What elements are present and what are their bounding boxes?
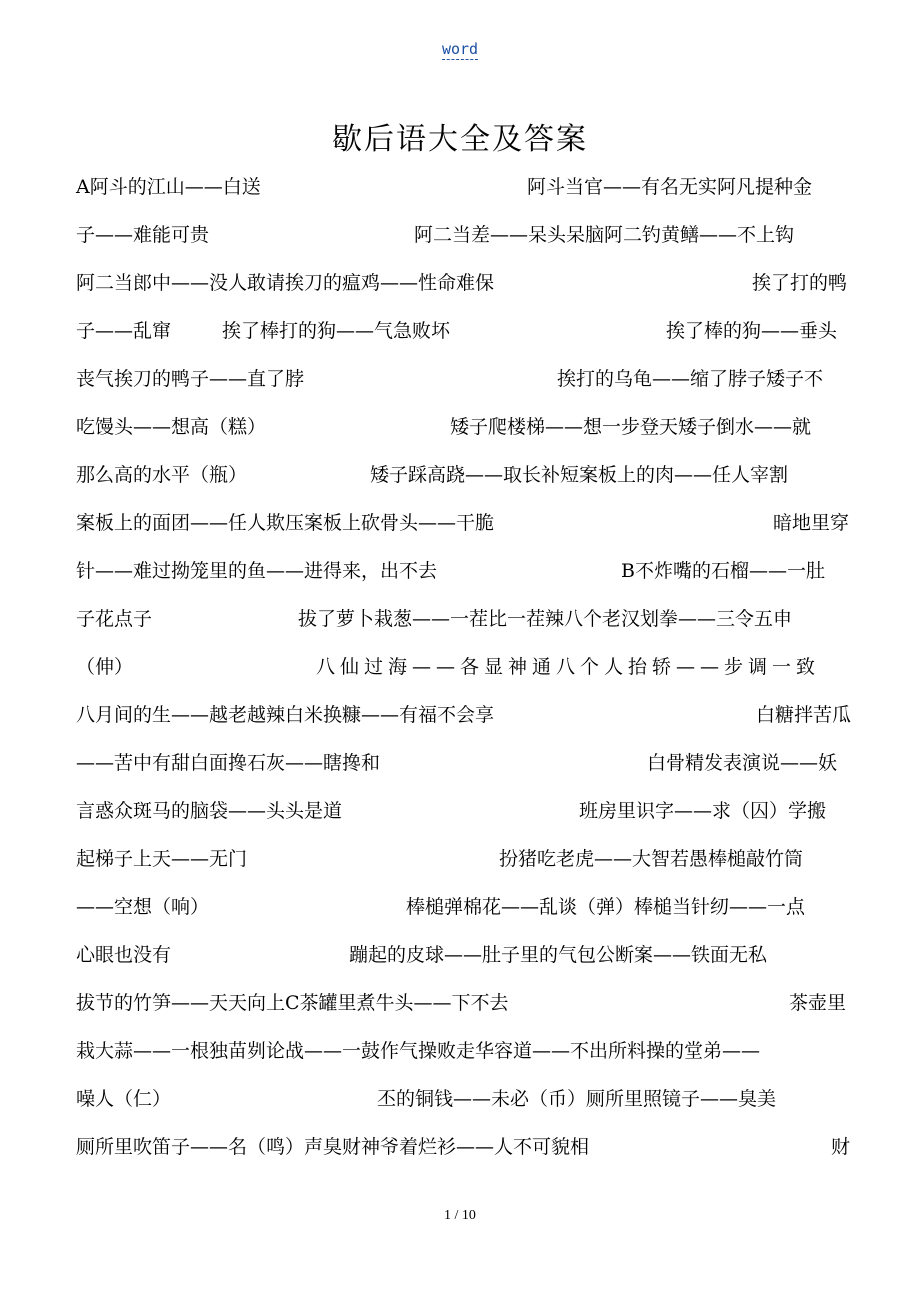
text-segment: 子——乱窜 <box>76 320 172 342</box>
text-segment: 暗地里穿 <box>773 512 850 534</box>
text-segment: 子——难能可贵 <box>76 224 210 246</box>
text-segment: 心眼也没有 <box>76 944 172 966</box>
text-line <box>76 892 860 922</box>
text-line <box>76 604 860 634</box>
text-segment: 八仙过海——各显神通八个人抬轿——步调一致 <box>316 656 821 678</box>
text-segment: 子花点子 <box>76 608 153 630</box>
text-segment: 阿二当差——呆头呆脑阿二钓黄鳝——不上钩 <box>414 224 795 246</box>
text-segment: 丕的铜钱——未必（币）厕所里照镜子——臭美 <box>377 1088 777 1110</box>
text-segment: 栽大蒜——一根独苗刿论战——一鼓作气操败走华容道——不出所料操的堂弟—— <box>76 1040 761 1062</box>
text-segment: 那么高的水平（瓶） <box>76 464 248 486</box>
text-segment: 八月间的生——越老越辣白米换糠——有福不会享 <box>76 704 495 726</box>
text-segment: 棒槌弹棉花——乱谈（弹）棒槌当针纫——一点 <box>406 896 806 918</box>
text-segment: 起梯子上天——无门 <box>76 848 248 870</box>
text-segment: 扮猪吃老虎——大智若愚棒槌敲竹筒 <box>499 848 804 870</box>
page-title: 歇后语大全及答案 <box>332 122 588 157</box>
text-segment: 挨打的乌龟——缩了脖子矮子不 <box>557 368 824 390</box>
text-line <box>76 172 860 202</box>
text-line <box>76 844 860 874</box>
text-segment: 挨了棒的狗——垂头 <box>666 320 838 342</box>
text-segment: ——空想（响） <box>76 896 210 918</box>
text-line <box>76 220 860 250</box>
text-segment: 矮子爬楼梯——想一步登天矮子倒水——就 <box>450 416 812 438</box>
header-link-text[interactable]: word <box>441 40 479 58</box>
text-segment: 蹦起的皮球——肚子里的气包公断案——铁面无私 <box>349 944 768 966</box>
text-segment: 茶壶里 <box>789 992 847 1014</box>
text-line <box>76 556 860 586</box>
text-line <box>76 748 860 778</box>
text-segment: 阿斗当官——有名无实阿凡提种金 <box>527 176 813 198</box>
text-segment: 白糖拌苦瓜 <box>756 704 852 726</box>
text-segment: 班房里识字——求（囚）学搬 <box>579 800 827 822</box>
header-word-link[interactable] <box>0 40 920 58</box>
text-line <box>76 700 860 730</box>
text-segment: 针——难过拗笼里的鱼——进得来，出不去 <box>76 560 438 582</box>
text-line <box>76 268 860 298</box>
text-line <box>76 460 860 490</box>
page-number: 1 / 10 <box>444 1208 476 1223</box>
text-segment: 矮子踩高跷——取长补短案板上的肉——任人宰割 <box>370 464 789 486</box>
text-line <box>76 1084 860 1114</box>
text-line <box>76 508 860 538</box>
text-segment: 拔了萝卜栽葱——一茬比一茬辣八个老汉划拳——三令五申 <box>298 608 793 630</box>
text-segment: 厕所里吹笛子——名（鸣）声臭财神爷着烂衫——人不可貌相 <box>76 1136 590 1158</box>
text-line <box>76 316 860 346</box>
text-segment: 阿二当郎中——没人敢请挨刀的瘟鸡——性命难保 <box>76 272 495 294</box>
text-segment: 拔节的竹笋——天天向上C茶罐里煮牛头——下不去 <box>76 992 509 1014</box>
text-line <box>76 988 860 1018</box>
text-segment: 言惑众斑马的脑袋——头头是道 <box>76 800 343 822</box>
text-segment: 挨了打的鸭 <box>752 272 848 294</box>
text-segment: 丧气挨刀的鸭子——直了脖 <box>76 368 305 390</box>
text-segment: 白骨精发表演说——妖 <box>647 752 838 774</box>
text-line <box>76 1036 860 1066</box>
text-line <box>76 652 860 682</box>
text-segment: （伸） <box>76 656 134 678</box>
text-line <box>76 364 860 394</box>
text-segment: ——苦中有甜白面搀石灰——瞎搀和 <box>76 752 381 774</box>
text-segment: 挨了棒打的狗——气急败坏 <box>222 320 451 342</box>
text-segment: 财 <box>831 1136 851 1158</box>
text-line <box>76 940 860 970</box>
text-line <box>76 1132 860 1162</box>
text-segment: A阿斗的江山——白送 <box>76 176 261 198</box>
text-segment: B不炸嘴的石榴——一肚 <box>621 560 825 582</box>
text-segment: 案板上的面团——任人欺压案板上砍骨头——干脆 <box>76 512 495 534</box>
text-line <box>76 796 860 826</box>
text-line <box>76 412 860 442</box>
text-segment: 吃馒头——想高（糕） <box>76 416 267 438</box>
text-segment: 噪人（仁） <box>76 1088 172 1110</box>
